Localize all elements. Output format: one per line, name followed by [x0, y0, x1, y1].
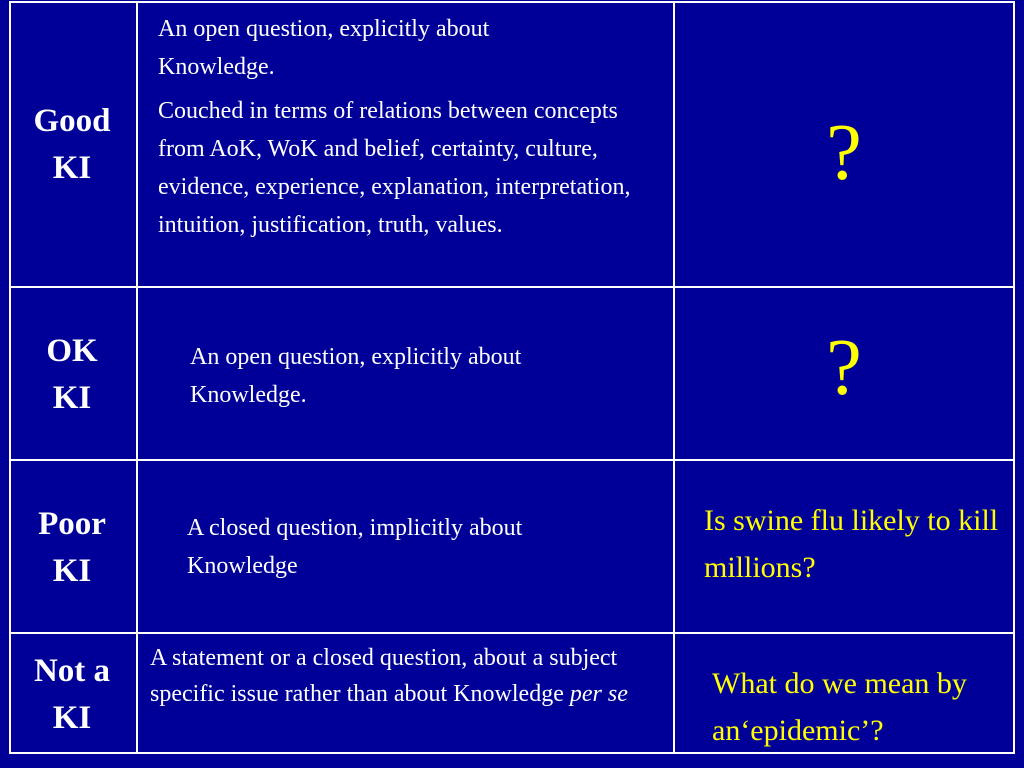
row-label-line: KI	[52, 700, 92, 736]
table-border-right	[1013, 1, 1015, 754]
row-label-line: KI	[52, 553, 92, 589]
row-divider	[9, 632, 1015, 634]
good-ki-example: ?	[826, 109, 862, 197]
good-ki-description-relations: Couched in terms of relations between concepts from AoK, WoK and belief, certainty, culture, evidence, experience, explanation, interpretation, intuition, justification, truth, values.	[158, 98, 631, 238]
row-label-not-a-ki	[11, 648, 133, 742]
row-label-ok-ki	[11, 328, 133, 422]
row-divider	[9, 286, 1015, 288]
good-ki-description-open: An open question, explicitly about Knowledge.	[158, 16, 490, 80]
row-label-good-ki	[11, 98, 133, 192]
row-label-line: Poor	[38, 506, 106, 542]
table-border-top	[9, 1, 1015, 3]
row-label-line: KI	[52, 150, 92, 186]
row-label-line: OK	[46, 333, 98, 369]
not-a-ki-description-main: A statement or a closed question, about a subject specific issue rather than about Knowledge	[150, 645, 618, 707]
row-divider	[9, 459, 1015, 461]
not-a-ki-description	[150, 640, 670, 712]
column-divider	[136, 1, 138, 754]
poor-ki-description: A closed question, implicitly about Knowledge	[187, 515, 523, 579]
row-label-line: Not a	[33, 653, 111, 689]
not-a-ki-description-italic: per se	[569, 681, 628, 707]
not-a-ki-example: What do we mean by an‘epidemic’?	[712, 667, 967, 747]
poor-ki-example: Is swine flu likely to kill millions?	[704, 504, 999, 584]
row-label-line: KI	[52, 380, 92, 416]
ok-ki-example: ?	[826, 324, 862, 412]
ok-ki-description: An open question, explicitly about Knowledge.	[190, 344, 522, 408]
row-label-poor-ki	[11, 501, 133, 595]
row-label-line: Good	[33, 103, 111, 139]
